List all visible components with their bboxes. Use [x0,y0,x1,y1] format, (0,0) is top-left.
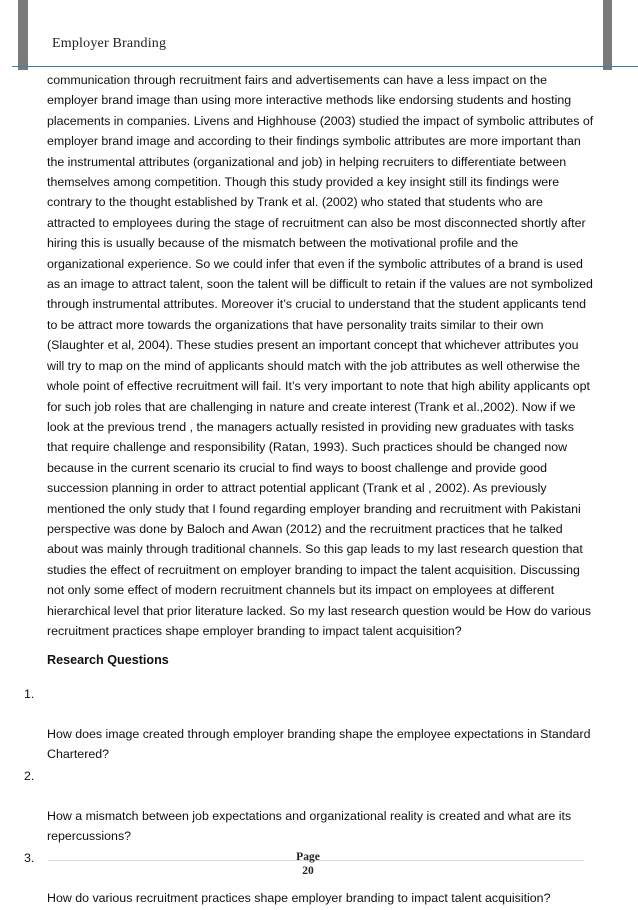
header-divider [12,66,638,67]
question-number: 2. [24,769,35,783]
page-number [240,850,376,878]
question-number: 3. [24,851,35,865]
question-text: How a mismatch between job expectations and organizational reality is created and what are its repercussions? [47,809,572,843]
header-left-bar [18,0,28,70]
question-text: How do various recruitment practices shape employer branding to impact talent acquisition? [47,891,551,905]
page-word: Page [296,851,320,863]
header-right-bar [603,0,612,70]
research-questions-heading: Research Questions [47,653,169,667]
list-item [24,766,604,846]
body-paragraph: communication through recruitment fairs and advertisements can have a less impact on the employer brand image than using more interactive methods like endorsing students and hosting placements in companies. Livens and Highhouse (2003) studied the impact of symbolic attributes of employer brand image and according to their findings symbolic attributes are more important than the instrumental attributes (organizational and job) in helping recruiters to differentiate between themselves among competition. Though this study provided a key insight still its findings were contrary to the thought established by Trank et al. (2002) who stated that students who are attracted to employees during the stage of recruitment can also be most disconnected shortly after hiring this is usually because of the mismatch between the motivational profile and the organizational experience. So we could infer that even if the symbolic attributes of a brand is used as an image to attract talent, soon the talent will be difficult to retain if the values are not symbolized through instrumental attributes. Moreover it’s crucial to understand that the student applicants tend to be attract more towards the organizations that have personality traits similar to their own (Slaughter et al, 2004). These studies present an important concept that whichever attributes you will try to map on the mind of applicants should match with the job attributes as well otherwise the whole point of effective recruitment will fail. It’s very important to note that high ability applicants opt for such job roles that are challenging in nature and create interest (Trank et al.,2002). Now if we look at the previous trend , the managers actually resisted in providing new graduates with tasks that require challenge and responsibility (Ratan, 1993). Such practices should be changed now because in the current scenario its crucial to find ways to boost challenge and provide good succession planning in order to attract potential applicant (Trank et al , 2002). As previously mentioned the only study that I found regarding employer branding and recruitment with Pakistani perspective was done by Baloch and Awan (2012) and the recruitment practices that he talked about was mainly through traditional channels. So this gap leads to my last research question that studies the effect of recruitment on employer branding to impact the talent acquisition. Discussing not only some effect of modern recruitment channels but its impact on employees at different hierarchical level that prior literature lacked. So my last research question would be How do various recruitment practices shape employer branding to impact talent acquisition? [47,73,594,638]
question-text: How does image created through employer branding shape the employee expectations in Standard Chartered? [47,727,591,761]
question-number: 1. [24,687,35,701]
list-item [24,684,604,764]
running-header-title: Employer Branding [52,36,167,51]
page-number-value: 20 [302,865,314,877]
